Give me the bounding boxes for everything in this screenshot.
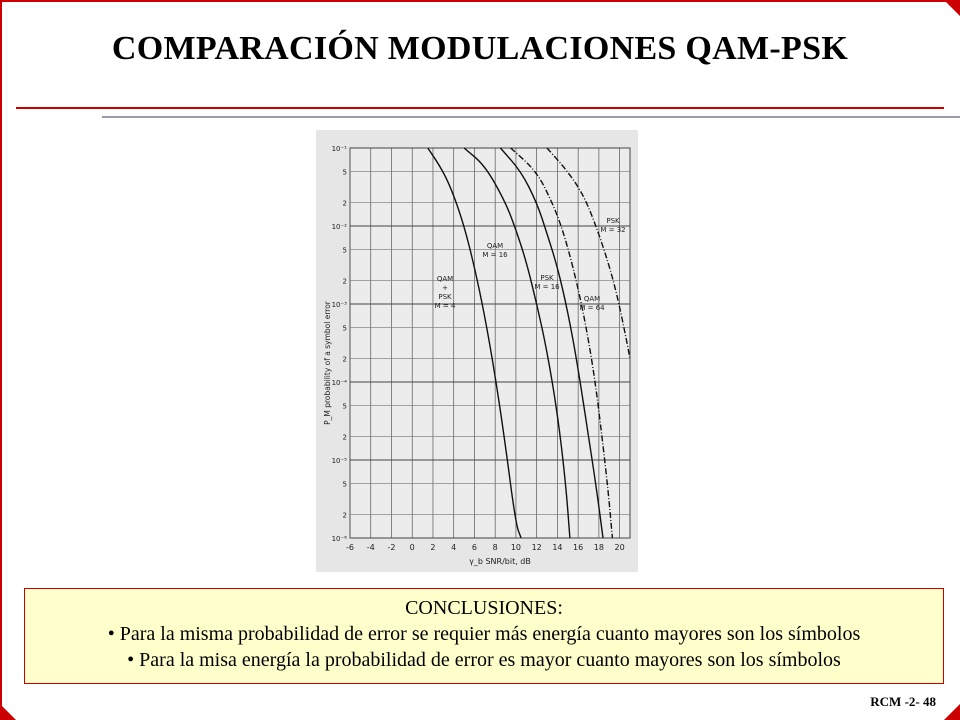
x-tick-label: 12	[531, 543, 542, 552]
x-tick-label: 10	[510, 543, 522, 552]
y-tick-label-decade: 10⁻²	[331, 223, 347, 231]
series-label: PSK	[606, 217, 620, 225]
series-label: PSK	[438, 293, 452, 301]
y-tick-label-minor: 2	[342, 277, 347, 286]
series-label: M = 16	[534, 283, 560, 291]
series-label: PSK	[540, 274, 554, 282]
title-rule-red	[16, 107, 944, 109]
y-tick-label-decade: 10⁻⁵	[331, 457, 347, 465]
corner-bottom-left	[0, 704, 16, 720]
chart-container	[316, 130, 638, 572]
y-tick-label-minor: 5	[342, 402, 347, 411]
x-tick-label: 18	[593, 543, 604, 552]
x-tick-label: -6	[346, 543, 354, 552]
slide-footer: RCM -2- 48	[870, 694, 936, 709]
corner-top-right	[944, 0, 960, 16]
y-tick-label-minor: 2	[342, 433, 347, 442]
x-tick-label: 0	[409, 543, 415, 552]
error-probability-chart	[316, 130, 638, 572]
y-tick-label-minor: 2	[342, 199, 347, 208]
y-tick-label-minor: 2	[342, 355, 347, 364]
conclusions-heading: CONCLUSIONES:	[405, 597, 563, 619]
x-tick-label: 8	[492, 543, 498, 552]
x-tick-label: 6	[471, 543, 477, 552]
slide-title: COMPARACIÓN MODULACIONES QAM-PSK	[111, 30, 849, 67]
x-tick-label: 4	[451, 543, 457, 552]
frame-left-border	[0, 0, 2, 720]
x-tick-label: -2	[387, 543, 396, 552]
y-tick-label-minor: 5	[342, 324, 347, 333]
y-tick-label-minor: 5	[342, 168, 347, 177]
corner-bottom-right	[944, 704, 960, 720]
y-axis-label: P_M probability of a symbol error	[323, 301, 332, 425]
conclusion-bullet-1: • Para la misma probabilidad de error se requier más energía cuanto mayores son los símbolos	[107, 623, 861, 645]
x-axis-label: γ_b SNR/bit, dB	[469, 557, 531, 566]
conclusions-box	[24, 588, 944, 684]
series-label: M = 32	[600, 226, 626, 234]
series-label: +	[442, 284, 448, 292]
y-tick-label-minor: 2	[342, 511, 347, 520]
x-tick-label: -4	[366, 543, 375, 552]
y-tick-label-decade: 10⁻⁶	[331, 535, 347, 543]
x-tick-label: 20	[614, 543, 625, 552]
y-tick-label-decade: 10⁻¹	[331, 145, 347, 153]
conclusion-bullet-2: • Para la misa energía la probabilidad de error es mayor cuanto mayores son los símbolos	[127, 649, 841, 671]
y-tick-label-decade: 10⁻³	[331, 301, 347, 309]
title-rule-gray	[102, 116, 960, 118]
x-tick-label: 2	[430, 543, 436, 552]
frame-top-border	[0, 0, 960, 2]
series-label: QAM	[436, 275, 454, 283]
series-label: QAM	[486, 242, 504, 250]
y-tick-label-minor: 5	[342, 480, 347, 489]
y-tick-label-decade: 10⁻⁴	[331, 379, 347, 387]
series-label: QAM	[583, 295, 601, 303]
series-label: M = 16	[482, 251, 508, 259]
series-label: M = 4	[434, 302, 456, 310]
x-tick-label: 14	[552, 543, 563, 552]
series-label: M = 64	[579, 304, 605, 312]
y-tick-label-minor: 5	[342, 246, 347, 255]
x-tick-label: 16	[573, 543, 584, 552]
